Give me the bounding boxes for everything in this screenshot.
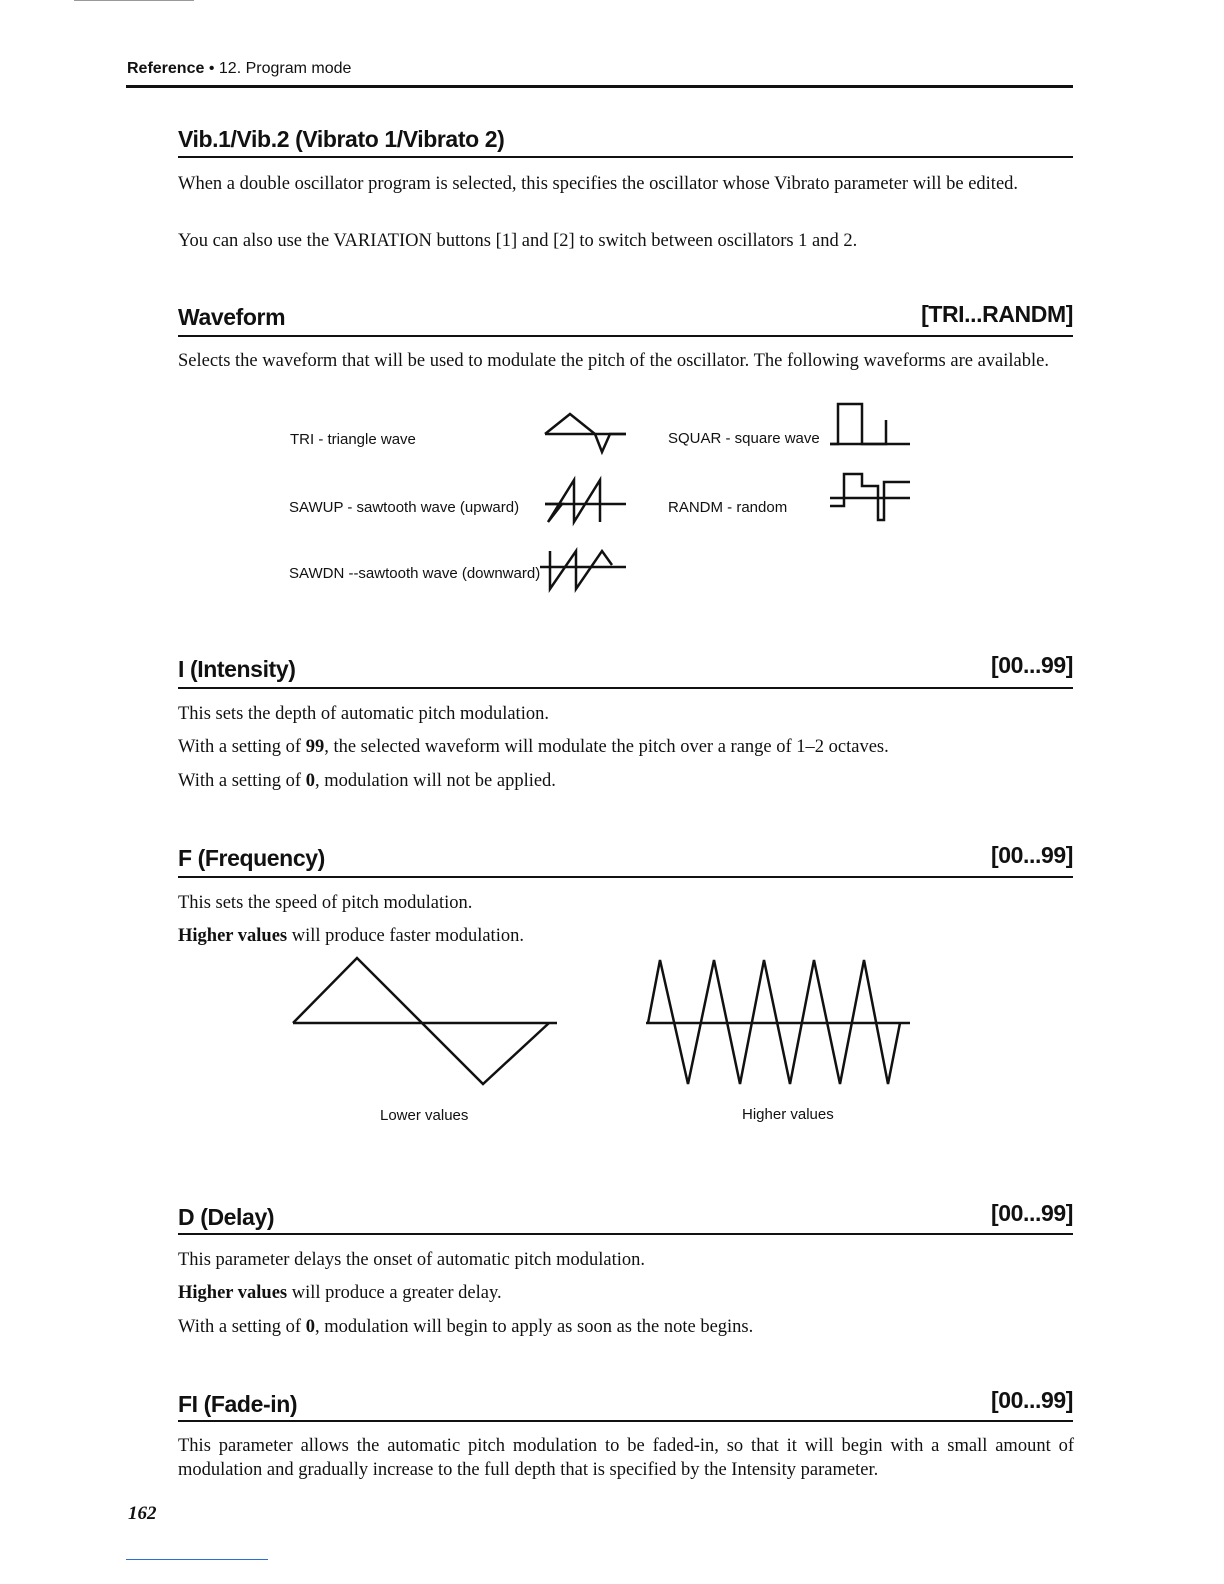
vibrato-paragraph-2: You can also use the VARIATION buttons [1] and [2] to switch between oscillators 1 and 2.	[178, 231, 858, 251]
fadein-paragraph: This parameter allows the automatic pitch modulation to be faded-in, so that it will begin with a small amount of modulation and gradually increase to the full depth that is specified by the Intensity parameter.	[178, 1436, 1074, 1480]
square-wave-icon	[826, 400, 916, 450]
intensity-paragraph-2	[178, 735, 1074, 759]
frequency-paragraph-1: This sets the speed of pitch modulation.	[178, 893, 473, 913]
frequency-p2-end: will produce faster modulation.	[287, 926, 524, 946]
intensity-p3-value: 0	[305, 771, 315, 791]
intensity-section-range: [00...99]	[990, 652, 1073, 678]
delay-p3-start: With a setting of	[178, 1317, 306, 1337]
intensity-p2-start: With a setting of	[178, 737, 306, 757]
intensity-p3-start: With a setting of	[178, 771, 306, 791]
random-wave-icon	[826, 468, 916, 524]
fadein-section-range: [00...99]	[990, 1387, 1073, 1413]
delay-section-title: D (Delay)	[178, 1204, 275, 1230]
vibrato-section-title: Vib.1/Vib.2 (Vibrato 1/Vibrato 2)	[178, 126, 505, 152]
triangle-wave-icon	[540, 408, 630, 458]
intensity-p2-value: 99	[305, 737, 325, 757]
waveform-section-range: [TRI...RANDM]	[921, 301, 1073, 327]
intensity-p2-end: , the selected waveform will modulate the pitch over a range of 1–2 octaves.	[324, 737, 889, 757]
waveform-section-title: Waveform	[178, 304, 286, 330]
delay-p2-emphasis: Higher values	[178, 1283, 288, 1303]
waveform-label-squar: SQUAR - square wave	[668, 430, 820, 447]
intensity-p3-end: , modulation will not be applied.	[314, 771, 556, 791]
intensity-section-rule	[178, 687, 1073, 689]
delay-paragraph-1: This parameter delays the onset of automatic pitch modulation.	[178, 1250, 645, 1270]
frequency-section-title: F (Frequency)	[178, 845, 325, 871]
frequency-section-rule	[178, 876, 1073, 878]
waveform-label-sawup: SAWUP - sawtooth wave (upward)	[289, 499, 520, 516]
frequency-paragraph-2	[178, 924, 1074, 948]
delay-p3-end: , modulation will begin to apply as soon as the note begins.	[314, 1317, 754, 1337]
running-header-chapter: 12. Program mode	[218, 60, 352, 77]
delay-section-range: [00...99]	[990, 1200, 1073, 1226]
intensity-paragraph-1: This sets the depth of automatic pitch modulation.	[178, 704, 549, 724]
header-rule	[126, 85, 1073, 88]
delay-section-rule	[178, 1233, 1073, 1235]
frequency-section-range: [00...99]	[990, 842, 1073, 868]
frequency-p2-emphasis: Higher values	[178, 926, 288, 946]
delay-paragraph-3	[178, 1315, 1074, 1339]
delay-p3-value: 0	[305, 1317, 315, 1337]
intensity-section-title: I (Intensity)	[178, 656, 296, 682]
running-header-bullet: •	[208, 60, 215, 77]
waveform-paragraph: Selects the waveform that will be used to modulate the pitch of the oscillator. The following waveforms are available.	[178, 351, 1049, 371]
higher-values-caption: Higher values	[742, 1106, 834, 1123]
lower-values-caption: Lower values	[380, 1107, 469, 1124]
intensity-paragraph-3	[178, 769, 1074, 793]
fadein-section-rule	[178, 1420, 1073, 1422]
waveform-label-tri: TRI - triangle wave	[290, 431, 416, 448]
fadein-section-title: FI (Fade-in)	[178, 1391, 298, 1417]
waveform-label-sawdn: SAWDN --sawtooth wave (downward)	[289, 565, 541, 582]
lower-values-waveform	[285, 952, 565, 1092]
top-edge-rule	[74, 0, 194, 1]
delay-paragraph-2	[178, 1281, 1074, 1305]
vibrato-section-rule	[178, 156, 1073, 158]
running-header	[127, 60, 351, 78]
running-header-section: Reference	[127, 60, 205, 77]
page-number: 162	[128, 1503, 157, 1524]
bottom-edge-rule	[126, 1559, 268, 1560]
sawtooth-down-icon	[540, 545, 630, 595]
waveform-section-rule	[178, 335, 1073, 337]
vibrato-paragraph-1: When a double oscillator program is selected, this specifies the oscillator whose Vibrato parameter will be edited.	[178, 174, 1019, 194]
delay-p2-end: will produce a greater delay.	[287, 1283, 502, 1303]
waveform-label-randm: RANDM - random	[668, 499, 788, 516]
sawtooth-up-icon	[540, 474, 630, 524]
higher-values-waveform	[640, 952, 920, 1092]
